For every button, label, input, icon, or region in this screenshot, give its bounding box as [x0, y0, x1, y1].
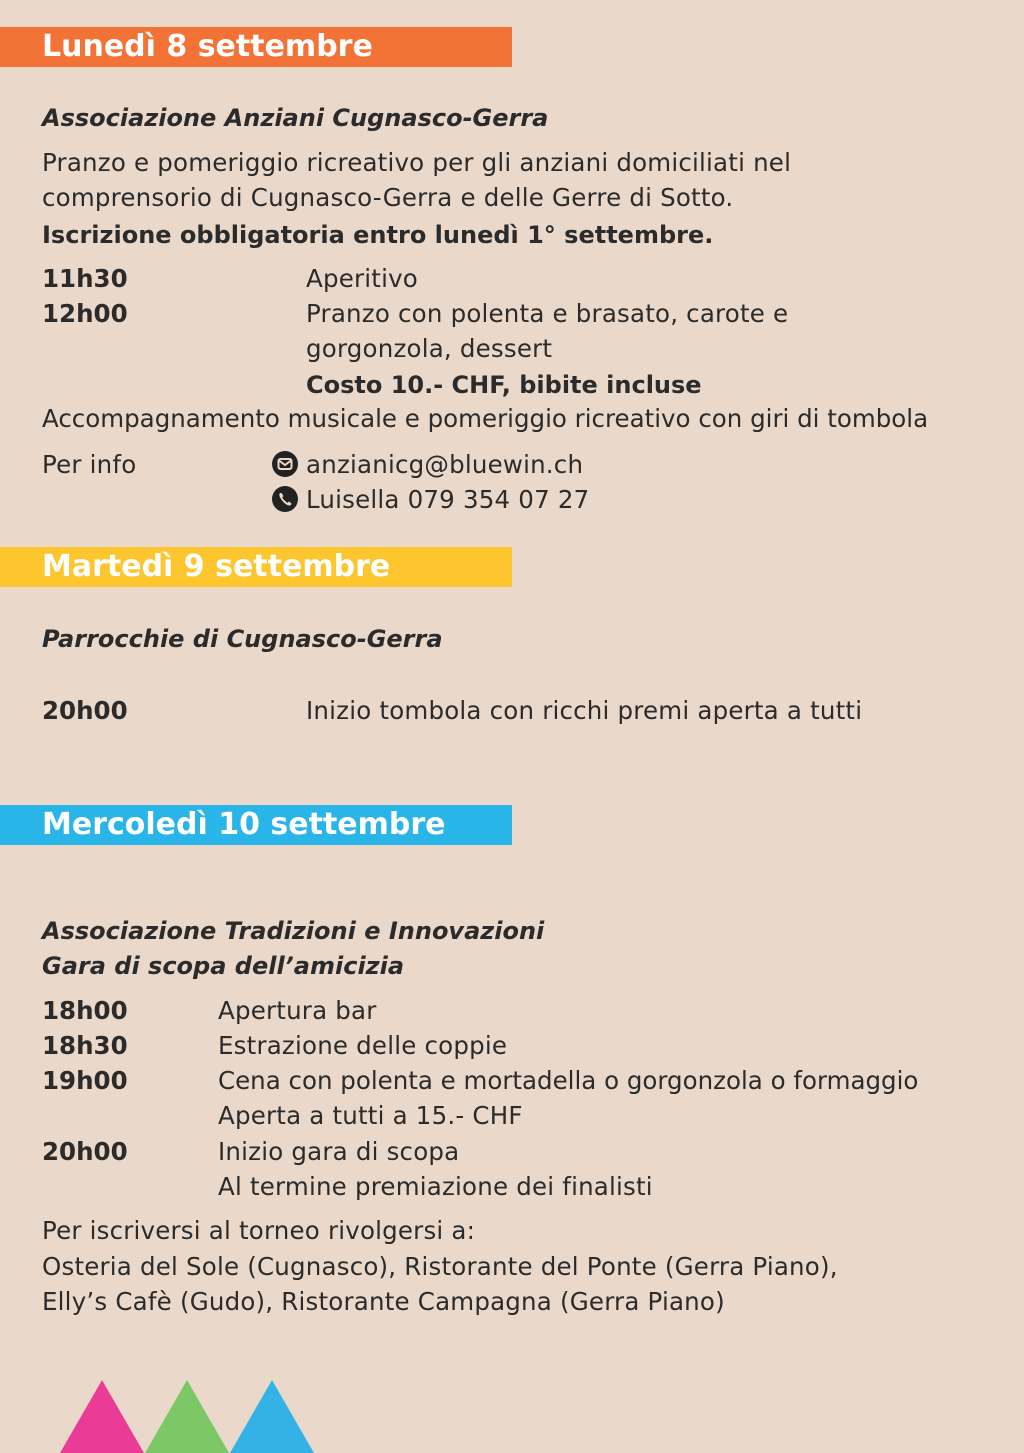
day1-banner: Lunedì 8 settembre	[0, 27, 512, 67]
day1-description-line1: Pranzo e pomeriggio ricreativo per gli anziani domiciliati nel	[42, 148, 792, 177]
day1-description-line2: comprensorio di Cugnasco-Gerra e delle Gerre di Sotto.	[42, 183, 734, 212]
day3-event-4-line2: Al termine premiazione dei finalisti	[218, 1172, 653, 1201]
day3-time-4: 20h00	[42, 1137, 128, 1166]
day3-event-1: Apertura bar	[218, 996, 377, 1025]
day1-event-2-line2: gorgonzola, dessert	[306, 334, 553, 363]
day1-cost: Costo 10.- CHF, bibite incluse	[306, 371, 702, 399]
day3-signup-line3: Elly’s Cafè (Gudo), Ristorante Campagna (Gerra Piano)	[42, 1287, 725, 1316]
day3-event-title: Gara di scopa dell’amicizia	[42, 952, 405, 980]
email-icon	[272, 451, 298, 477]
day2-banner: Martedì 9 settembre	[0, 547, 512, 587]
day1-organizer: Associazione Anziani Cugnasco-Gerra	[42, 104, 549, 132]
day3-time-2: 18h30	[42, 1031, 128, 1060]
day3-event-2: Estrazione delle coppie	[218, 1031, 508, 1060]
day1-phone-row[interactable]	[272, 485, 589, 514]
day1-time-1: 11h30	[42, 264, 128, 293]
day1-event-2: Pranzo con polenta e brasato, carote e	[306, 299, 789, 328]
email-link[interactable]: anzianicg@bluewin.ch	[306, 450, 584, 479]
phone-contact: Luisella 079 354 07 27	[306, 485, 590, 514]
phone-icon	[272, 486, 298, 512]
day3-event-3: Cena con polenta e mortadella o gorgonzola o formaggio	[218, 1066, 919, 1095]
day3-signup-line2: Osteria del Sole (Cugnasco), Ristorante del Ponte (Gerra Piano),	[42, 1252, 838, 1281]
day1-info-label: Per info	[42, 450, 137, 479]
day1-signup-deadline: Iscrizione obbligatoria entro lunedì 1° settembre.	[42, 221, 714, 249]
day3-event-4: Inizio gara di scopa	[218, 1137, 460, 1166]
day2-time: 20h00	[42, 696, 128, 725]
day3-time-3: 19h00	[42, 1066, 128, 1095]
day3-organizer: Associazione Tradizioni e Innovazioni	[42, 917, 545, 945]
day1-time-2: 12h00	[42, 299, 128, 328]
decorative-triangles	[60, 1380, 320, 1453]
blue-triangle	[230, 1380, 314, 1453]
day3-time-1: 18h00	[42, 996, 128, 1025]
day3-signup-line1: Per iscriversi al torneo rivolgersi a:	[42, 1216, 476, 1245]
green-triangle	[145, 1380, 229, 1453]
pink-triangle	[60, 1380, 144, 1453]
day2-event: Inizio tombola con ricchi premi aperta a tutti	[306, 696, 863, 725]
day1-event-1: Aperitivo	[306, 264, 418, 293]
day1-music-note: Accompagnamento musicale e pomeriggio ricreativo con giri di tombola	[42, 404, 929, 433]
day3-banner: Mercoledì 10 settembre	[0, 805, 512, 845]
day2-organizer: Parrocchie di Cugnasco-Gerra	[42, 625, 443, 653]
day1-email-row[interactable]	[272, 450, 583, 479]
day3-event-3-line2: Aperta a tutti a 15.- CHF	[218, 1101, 523, 1130]
